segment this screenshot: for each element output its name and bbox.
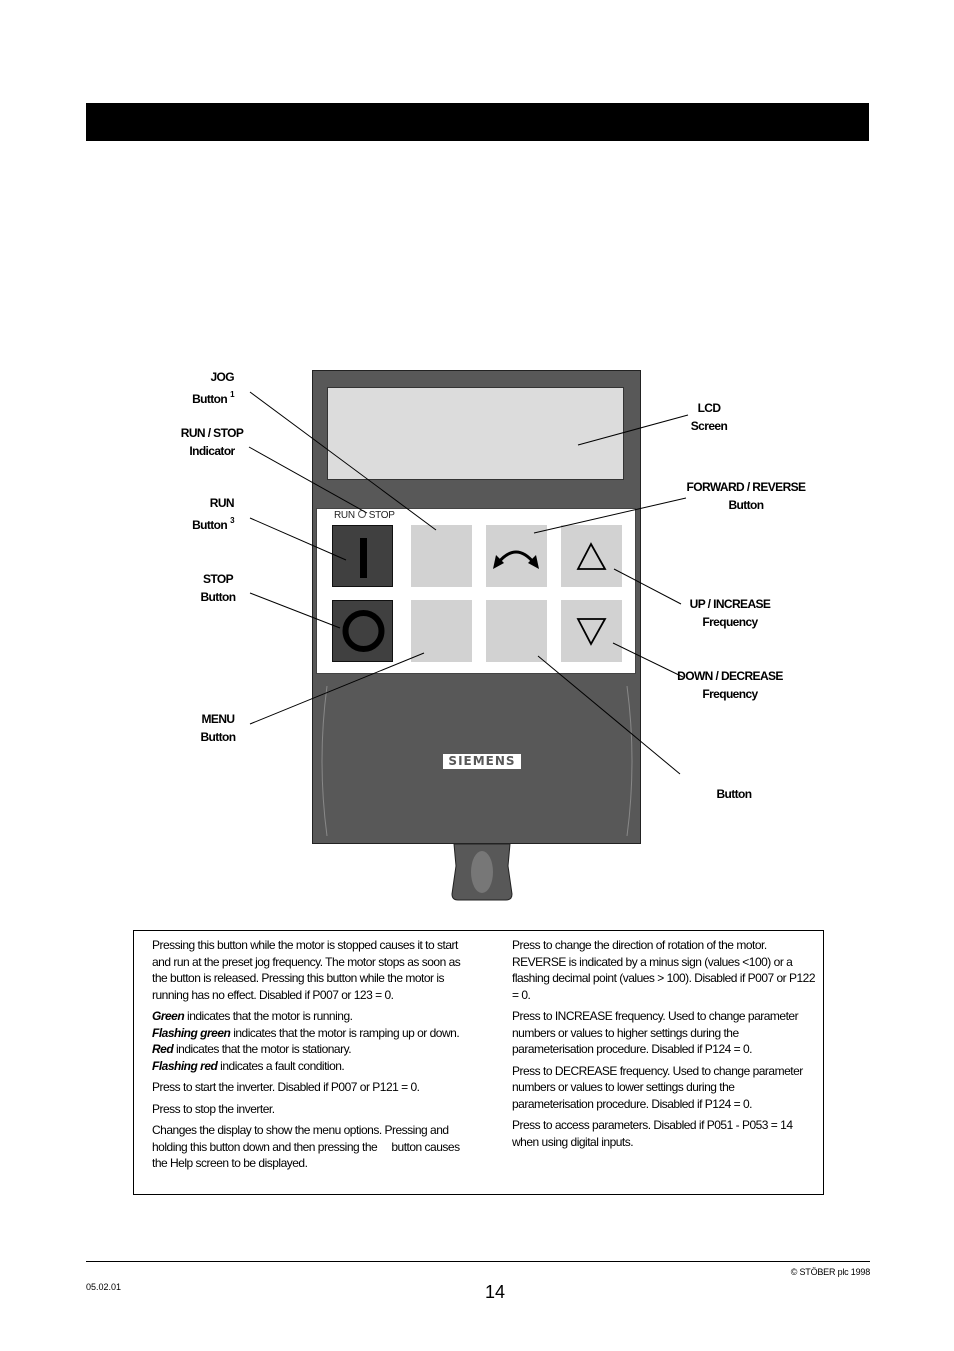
stop-label-line1: STOP [202, 572, 234, 586]
flashing-red-term: Flashing red [152, 1058, 218, 1073]
siemens-logo: SIEMENS [443, 754, 521, 769]
menu-description: Changes the display to show the menu options. Pressing and holding this button down and then pressing the button causes the Help screen to be displayed. [152, 1123, 463, 1170]
indicator-green [152, 1008, 467, 1025]
p-button-label: Button [716, 787, 752, 801]
fwdrev-description: Press to change the direction of rotation of the motor. REVERSE is indicated by a minus sign (values <100) or a flashing decimal point (values > 100). Disabled if P007 or P122 = 0. [512, 938, 816, 1002]
run-label [170, 494, 234, 534]
flashing-red-text: indicates a fault condition. [217, 1058, 345, 1073]
down-description: Press to DECREASE frequency. Used to change parameter numbers or values to lower settings during the parameterisation procedure. Disabled if P124 = 0. [512, 1063, 803, 1111]
jog-label-line2: Button [192, 392, 228, 406]
stop-label-line2: Button [200, 590, 236, 604]
green-term: Green [152, 1009, 185, 1023]
forward-reverse-label [676, 478, 816, 514]
run-footnote: 3 [230, 516, 234, 525]
up-description: Press to INCREASE frequency. Used to change parameter numbers or values to higher settings during the parameterisation procedure. Disabled if P124 = 0. [512, 1009, 799, 1056]
down-label-line2: Frequency [702, 687, 758, 701]
jog-footnote: 1 [230, 390, 234, 399]
description-left-column [152, 937, 467, 1177]
description-right-column [512, 937, 817, 1155]
menu-label-line2: Button [200, 730, 236, 744]
stop-description: Press to stop the inverter. [152, 1101, 275, 1116]
indicator-flashing-green [152, 1025, 467, 1042]
indicator-flashing-red [152, 1058, 467, 1075]
copyright: © STÖBER plc 1998 [790, 1267, 870, 1277]
stop-label [185, 570, 251, 606]
run-stop-indicator-label [170, 424, 254, 460]
indicator-red [152, 1041, 467, 1058]
description-table [133, 930, 824, 1195]
up-label-line2: Frequency [702, 615, 758, 629]
menu-label-line1: MENU [201, 712, 235, 726]
lcd-label-line1: LCD [697, 401, 721, 415]
lcd-label-line2: Screen [690, 419, 728, 433]
footer-rule [86, 1261, 870, 1262]
document-date: 05.02.01 [86, 1282, 122, 1292]
run-description: Press to start the inverter. Disabled if P007 or P121 = 0. [152, 1080, 420, 1094]
down-label-line1: DOWN / DECREASE [677, 669, 783, 683]
indicator-stop-label: STOP [368, 510, 395, 521]
jog-description: Pressing this button while the motor is stopped causes it to start and run at the preset jog frequency. The motor stops as soon as the button is released. Pressing this button while the motor is running has no effect. Disabled if P007 or 123 = 0. [152, 938, 461, 1002]
run-stop-label-line1: RUN / STOP [180, 426, 244, 440]
flashing-green-text: indicates that the motor is ramping up or down. [230, 1025, 460, 1040]
fwdrev-label-line2: Button [728, 498, 764, 512]
indicator-run-label: RUN [334, 510, 355, 521]
down-decrease-label [670, 667, 790, 703]
menu-label [185, 710, 251, 746]
up-increase-label [676, 595, 784, 631]
jog-label-line1: JOG [210, 370, 234, 384]
up-label-line1: UP / INCREASE [689, 597, 771, 611]
run-stop-label-line2: Indicator [189, 444, 235, 458]
red-text: indicates that the motor is stationary. [173, 1042, 352, 1056]
flashing-green-term: Flashing green [152, 1025, 231, 1040]
lcd-label [675, 399, 743, 435]
p-description: Press to access parameters. Disabled if P051 - P053 = 14 when using digital inputs. [512, 1118, 793, 1149]
jog-label [170, 368, 234, 408]
fwdrev-label-line1: FORWARD / REVERSE [686, 480, 806, 494]
green-text: indicates that the motor is running. [184, 1009, 353, 1023]
run-label-line1: RUN [209, 496, 234, 510]
run-label-line2: Button [192, 518, 228, 532]
red-term: Red [152, 1042, 174, 1056]
page-number: 14 [484, 1282, 506, 1302]
